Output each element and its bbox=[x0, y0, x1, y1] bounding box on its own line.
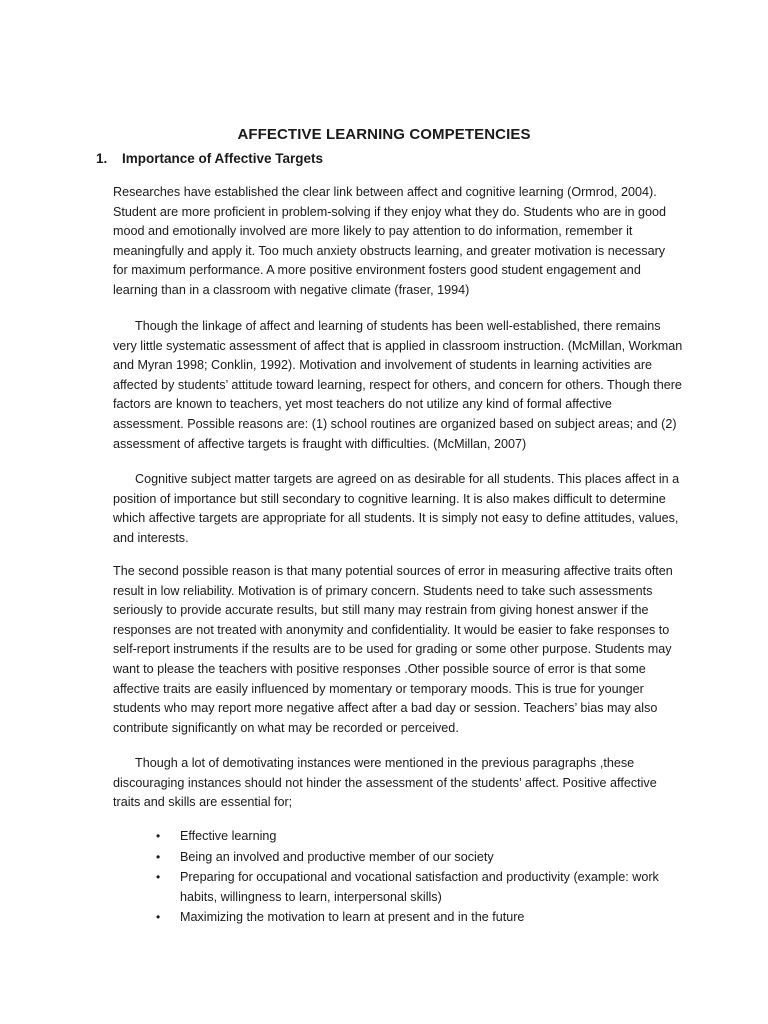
section-heading-text: Importance of Affective Targets bbox=[122, 151, 324, 166]
list-item-text: Effective learning bbox=[180, 829, 277, 843]
list-item bbox=[152, 827, 687, 847]
document-title: AFFECTIVE LEARNING COMPETENCIES bbox=[237, 126, 531, 143]
list-item-text: Being an involved and productive member of our society bbox=[180, 849, 494, 864]
paragraph-4: The second possible reason is that many potential sources of error in measuring affective traits often result in low reliability. Motivation is of primary concern. Students need to take such assessments seriously to provide accurate results, but still many may restrain from giving honest answer if the responses are not treated with anonymity and confidentiality. It would be easier to fake responses to self-report instruments if the results are to be used for grading or some other purpose. Students may want to please the teachers with positive responses .Other possible source of error is that some affective traits are easily influenced by momentary or temporary moods. This is true for younger students who may report more negative affect after a bad day or session. Teachers’ bias may also contribute significantly on what may be recorded or perceived. bbox=[113, 564, 673, 735]
list-item bbox=[152, 908, 687, 928]
list-item bbox=[152, 848, 687, 868]
paragraph-1: Researches have established the clear link between affect and cognitive learning (Ormrod, 2004). Student are more proficient in problem-solving if they enjoy what they do. Students who are in good mood and emotionally involved are more likely to pay attention to do information, remember it meaningfully and apply it. Too much anxiety obstructs learning, and greater motivation is necessary for maximum performance. A more positive environment fosters good student engagement and learning than in a classroom with negative climate (fraser, 1994) bbox=[113, 185, 667, 297]
paragraph-2: Though the linkage of affect and learning of students has been well-established, there remains very little systematic assessment of affect that is applied in classroom instruction. (McMillan, Workman and Myran 1998; Conklin, 1992). Motivation and involvement of students in learning activities are affected by students’ attitude toward learning, respect for others, and concern for others. Though there factors are known to teachers, yet most teachers do not utilize any kind of formal affective assessment. Possible reasons are: (1) school routines are organized based on subject areas; and (2) assessment of affective targets is fraught with difficulties. (McMillan, 2007) bbox=[113, 319, 683, 451]
bullet-icon: • bbox=[156, 910, 161, 925]
paragraph-5: Though a lot of demotivating instances were mentioned in the previous paragraphs ,these discouraging instances should not hinder the assessment of the students’ affect. Positive affective traits and skills are essential for; bbox=[113, 756, 657, 810]
bullet-list bbox=[152, 827, 687, 929]
bullet-icon: • bbox=[156, 849, 161, 864]
bullet-icon: • bbox=[156, 829, 161, 843]
bullet-icon: • bbox=[156, 870, 161, 885]
list-item-text: Preparing for occupational and vocational satisfaction and productivity (example: work habits, willingness to learn, interpersonal skills) bbox=[180, 870, 659, 904]
section-number: 1. bbox=[96, 151, 108, 166]
section-heading bbox=[96, 151, 323, 166]
list-item bbox=[152, 868, 687, 907]
list-item-text: Maximizing the motivation to learn at present and in the future bbox=[180, 910, 525, 925]
paragraph-3: Cognitive subject matter targets are agreed on as desirable for all students. This places affect in a position of importance but still secondary to cognitive learning. It is also makes difficult to determine which affective targets are appropriate for all students. It is simply not easy to define attitudes, values, and interests. bbox=[113, 472, 680, 545]
